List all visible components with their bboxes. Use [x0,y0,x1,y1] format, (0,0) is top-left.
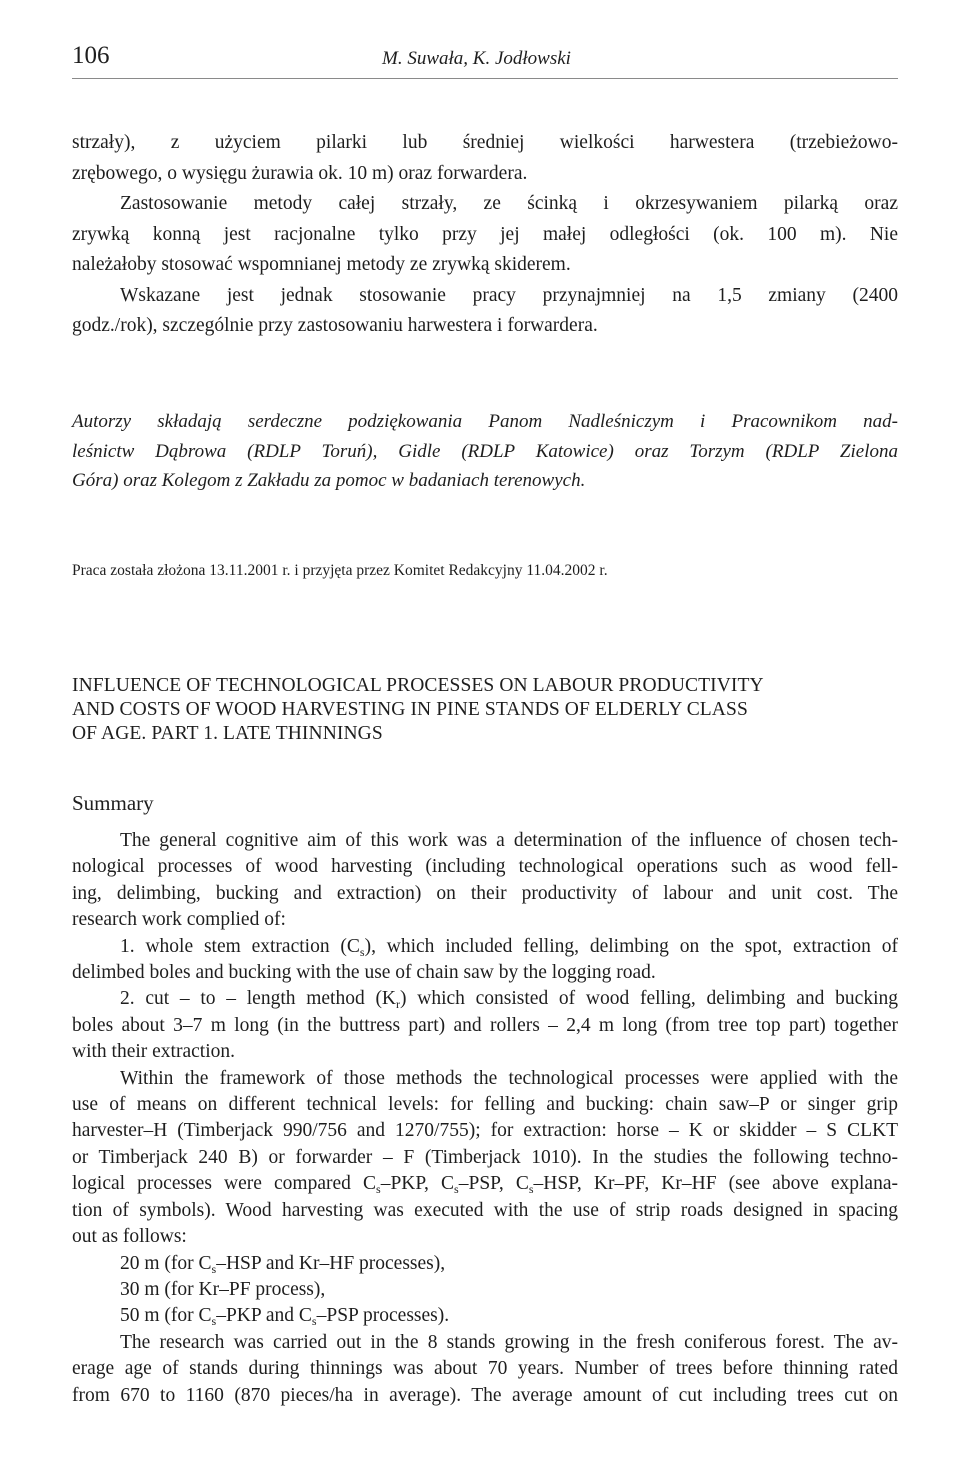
list-item-2: 2. cut – to – length method $(K_r)$ which consisted of wood felling, delimbing and bucking [120,988,898,1012]
submission-note [72,561,898,581]
section-heading: Summary [72,791,154,815]
page-number: 106 [72,42,110,69]
text-line: tion of symbols). Wood harvesting was executed with the use of strip roads designed in spacing [72,1199,898,1221]
text-line: leśnictw Dąbrowa (RDLP Toruń), Gidle (RDLP Katowice) oraz Torzym (RDLP Zielona [72,440,898,462]
text-line: The general cognitive aim of this work was a determination of the influence of chosen tech- [120,830,898,851]
text-line: out as follows: [72,1226,187,1248]
text-line: Wskazane jest jednak stosowanie pracy przynajmniej na 1,5 zmiany (2400 [120,284,898,306]
text-line: harvester–H (Timberjack 990/756 and 1270/755); for extraction: horse – K or skidder – S CLKT [72,1120,898,1142]
title-line: OF AGE. PART 1. LATE THINNINGS [72,723,383,744]
text-line: zrębowego, o wysięgu żurawia ok. 10 m) oraz forwardera. [72,162,528,184]
continuation-paragraph [72,128,898,342]
text-line: strzały), z użyciem pilarki lub średniej wielkości harwestera (trzebieżowo- [72,132,898,153]
text-line: godz./rok), szczególnie przy zastosowaniu harwestera i forwardera. [72,315,598,336]
text-line: research work complied of: [72,909,286,931]
list-item-1: 1. whole stem extraction $(C_s)$, which included felling, delimbing on the spot, extraction of [120,935,898,959]
spacing-item: 20 m (for $C_s$–HSP and Kr–HF processes), [120,1252,446,1276]
text-line: Góra) oraz Kolegom z Zakładu za pomoc w badaniach terenowych. [72,470,586,491]
text-line: from 670 to 1160 (870 pieces/ha in average). The average amount of cut including trees cut on [72,1384,898,1406]
page-header [72,40,898,80]
header-rule [72,78,898,79]
spacing-item: 50 m (for $C_s$–PKP and $C_s$–PSP processes). [120,1305,450,1329]
text-line: boles about 3–7 m long (in the buttress part) and rollers – 2,4 m long (from tree top part) together [72,1014,898,1036]
acknowledgment [72,407,898,496]
text-line: use of means on different technical levels: for felling and bucking: chain saw–P or singer grip [72,1094,898,1116]
english-title [72,674,898,746]
title-line: INFLUENCE OF TECHNOLOGICAL PROCESSES ON LABOUR PRODUCTIVITY [72,675,764,696]
text-line: należałoby stosować wspomnianej metody ze zrywką skiderem. [72,254,571,275]
text-line: erage age of stands during thinnings was about 70 years. Number of trees before thinning rated [72,1358,898,1380]
title-line: AND COSTS OF WOOD HARVESTING IN PINE STANDS OF ELDERLY CLASS [72,699,748,720]
text-line: Autorzy składają serdeczne podziękowania Panom Nadleśniczym i Pracownikom nad- [72,411,898,432]
summary-heading [72,788,898,819]
text-line: The research was carried out in the 8 stands growing in the fresh coniferous forest. The av- [120,1331,898,1353]
spacing-item: 30 m (for Kr–PF process), [120,1278,326,1300]
text-line: with their extraction. [72,1041,235,1063]
text-line: or Timberjack 240 B) or forwarder – F (Timberjack 1010). In the studies the following techno- [72,1146,898,1168]
running-head-authors: M. Suwała, K. Jodłowski [382,48,571,69]
text-line: ing, delimbing, bucking and extraction) on their productivity of labour and unit cost. The [72,882,898,904]
text-line: delimbed boles and bucking with the use of chain saw by the logging road. [72,962,656,984]
text-line: nological processes of wood harvesting (including technological operations such as wood fell- [72,856,898,878]
text-line: Within the framework of those methods the technological processes were applied with the [120,1067,898,1089]
text-line: Praca została złożona 13.11.2001 r. i przyjęta przez Komitet Redakcyjny 11.04.2002 r. [72,562,608,579]
text-line: Zastosowanie metody całej strzały, ze ścinką i okrzesywaniem pilarką oraz [120,193,898,214]
summary-body [72,828,898,1409]
text-line: zrywką konną jest racjonalne tylko przy jej małej odległości (ok. 100 m). Nie [72,223,898,245]
text-line: logical processes were compared $C_s$–PKP, $C_s$–PSP, $C_s$–HSP, Kr–PF, Kr–HF (see above explana- [72,1173,898,1197]
